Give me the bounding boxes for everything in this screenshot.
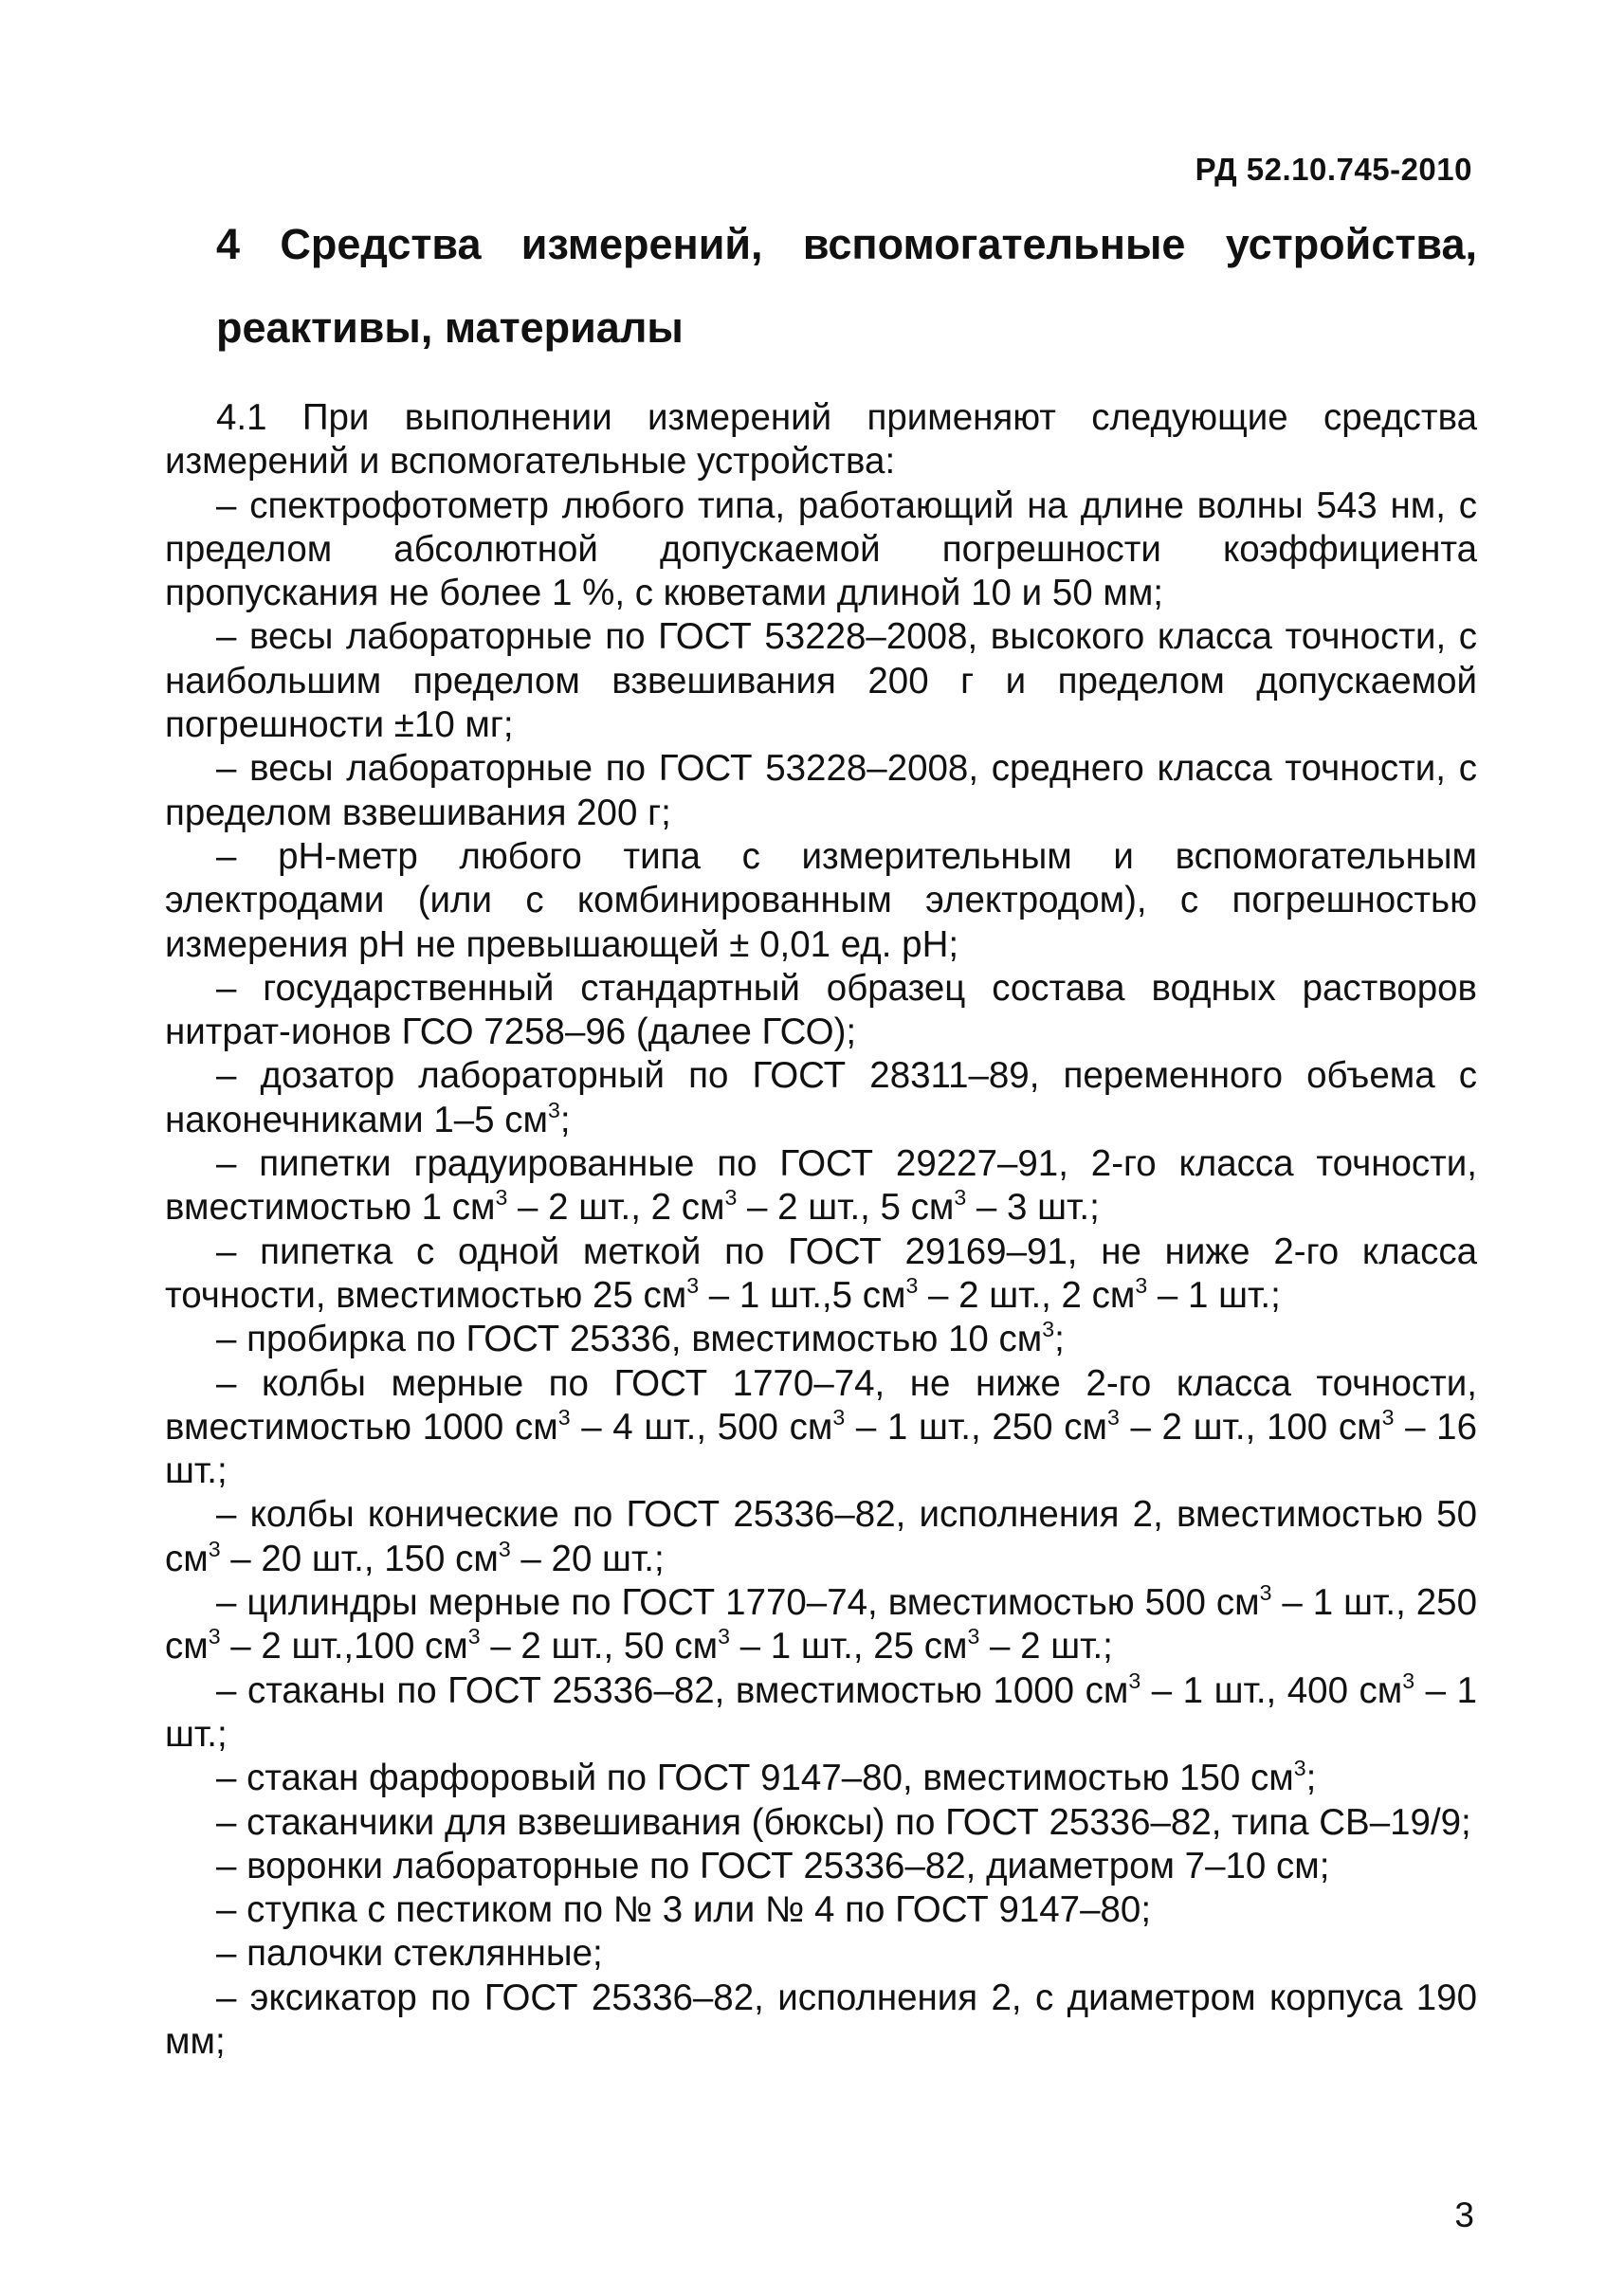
list-item: – весы лабораторные по ГОСТ 53228–2008, высокого класса точности, с наибольшим пределом взвешивания 200 г и пределом допускаемой погрешности ±10 мг; xyxy=(165,616,1477,746)
text-run: – 4 шт., 500 см xyxy=(570,1406,833,1448)
list-item xyxy=(165,1669,1477,1758)
superscript: 3 xyxy=(1293,1756,1306,1781)
list-item xyxy=(165,1757,1477,1800)
text-run: – цилиндры мерные по ГОСТ 1770–74, вместимостью 500 см xyxy=(216,1582,1260,1624)
superscript: 3 xyxy=(905,1272,919,1298)
superscript: 3 xyxy=(208,1536,221,1561)
list-item: – спектрофотометр любого типа, работающий на длине волны 543 нм, с пределом абсолютной допускаемой погрешности коэффициента пропускания не более 1 %, с кюветами длиной 10 и 50 мм; xyxy=(165,484,1477,614)
document-code: РД 52.10.745-2010 xyxy=(1195,152,1472,187)
list-item xyxy=(165,1362,1477,1494)
superscript: 3 xyxy=(1135,1272,1148,1298)
superscript: 3 xyxy=(208,1624,221,1649)
text-run: – 1 шт.; xyxy=(165,1669,1478,1755)
list-item xyxy=(165,1054,1477,1142)
superscript: 3 xyxy=(1402,1667,1415,1693)
text-run: – дозатор лабораторный по ГОСТ 28311–89, переменного объема с наконечниками 1–5 см xyxy=(165,1055,1477,1140)
list-item xyxy=(165,1493,1477,1581)
text-run: – 2 шт., 2 см xyxy=(507,1187,725,1229)
intro-paragraph: 4.1 При выполнении измерений применяют следующие средства измерений и вспомогательные устройства: xyxy=(165,397,1477,483)
list-item: – государственный стандартный образец состава водных растворов нитрат-ионов ГСО 7258–96 (далее ГСО); xyxy=(165,967,1477,1053)
list-item xyxy=(165,1142,1477,1230)
superscript: 3 xyxy=(495,1185,508,1211)
superscript: 3 xyxy=(718,1624,730,1649)
text-run: – пипетка с одной меткой по ГОСТ 29169–91, не ниже 2-го класса точности, вместимостью 25 см xyxy=(165,1230,1477,1316)
superscript: 3 xyxy=(686,1272,700,1298)
superscript: 3 xyxy=(832,1404,846,1430)
text-run: – 3 шт.; xyxy=(966,1187,1100,1229)
body-text xyxy=(165,396,1477,2064)
text-run: – 1 шт.; xyxy=(1147,1274,1281,1316)
text-run: ; xyxy=(1054,1319,1065,1360)
text-run: – стаканы по ГОСТ 25336–82, вместимостью 1000 см xyxy=(216,1669,1129,1711)
text-run: – пипетки градуированные по ГОСТ 29227–91, 2-го класса точности, вместимостью 1 см xyxy=(165,1143,1477,1229)
text-run: – 2 шт., 50 см xyxy=(480,1626,719,1667)
text-run: ; xyxy=(1305,1758,1317,1799)
text-run: – 1 шт.,5 см xyxy=(699,1274,906,1316)
section-title-line-1: 4 Средства измерений, вспомогательные устройства, xyxy=(216,220,1477,268)
text-run: ; xyxy=(559,1099,571,1140)
text-run: – 2 шт., 2 см xyxy=(918,1274,1136,1316)
superscript: 3 xyxy=(467,1624,481,1649)
text-run: – стакан фарфоровый по ГОСТ 9147–80, вместимостью 150 см xyxy=(216,1758,1294,1799)
text-run: – колбы мерные по ГОСТ 1770–74, не ниже 2-го класса точности, вместимостью 1000 см xyxy=(165,1362,1477,1448)
list-item xyxy=(165,1230,1477,1319)
superscript: 3 xyxy=(724,1185,738,1211)
superscript: 3 xyxy=(1381,1404,1395,1430)
text-run: – 16 шт.; xyxy=(165,1406,1477,1492)
text-run: – колбы конические по ГОСТ 25336–82, исполнения 2, вместимостью 50 см xyxy=(165,1494,1477,1579)
superscript: 3 xyxy=(967,1624,980,1649)
list-item: – рН-метр любого типа с измерительным и вспомогательным электродами (или с комбинированным электродом), с погрешностью измерения рН не превышающей ± 0,01 ед. рН; xyxy=(165,835,1477,965)
superscript: 3 xyxy=(557,1404,571,1430)
text-run: – 2 шт., 100 см xyxy=(1119,1406,1382,1448)
text-run: – 2 шт., 5 см xyxy=(737,1187,955,1229)
list-item: – палочки стеклянные; xyxy=(216,1933,603,1975)
superscript: 3 xyxy=(548,1097,560,1122)
text-run: – 20 шт., 150 см xyxy=(220,1538,499,1579)
list-item: – воронки лабораторные по ГОСТ 25336–82, диаметром 7–10 см; xyxy=(216,1845,1330,1886)
text-run: – пробирка по ГОСТ 25336, вместимостью 10 см xyxy=(216,1319,1043,1360)
list-item: – ступка с пестиком по № 3 или № 4 по ГОСТ 9147–80; xyxy=(216,1889,1152,1931)
superscript: 3 xyxy=(954,1185,967,1211)
superscript: 3 xyxy=(1042,1317,1055,1342)
superscript: 3 xyxy=(1259,1580,1272,1606)
list-item xyxy=(165,1318,1477,1361)
superscript: 3 xyxy=(1128,1667,1141,1693)
text-run: – 20 шт.; xyxy=(510,1538,665,1579)
section-title xyxy=(216,203,1477,370)
text-run: – 1 шт., 25 см xyxy=(729,1626,968,1667)
text-run: – 2 шт.; xyxy=(979,1626,1113,1667)
text-run: – 2 шт.,100 см xyxy=(220,1626,468,1667)
list-item: – эксикатор по ГОСТ 25336–82, исполнения 2, с диаметром корпуса 190 мм; xyxy=(165,1977,1477,2062)
text-run: – 1 шт., 250 см xyxy=(845,1406,1107,1448)
superscript: 3 xyxy=(1106,1404,1120,1430)
list-item: – стаканчики для взвешивания (бюксы) по ГОСТ 25336–82, типа СВ–19/9; xyxy=(216,1801,1471,1843)
superscript: 3 xyxy=(498,1536,511,1561)
text-run: – 1 шт., 400 см xyxy=(1140,1669,1403,1711)
page-number: 3 xyxy=(1454,2196,1474,2234)
list-item xyxy=(165,1581,1477,1669)
list-item: – весы лабораторные по ГОСТ 53228–2008, среднего класса точности, с пределом взвешивания 200 г; xyxy=(165,748,1477,833)
text-run: – 1 шт., 250 см xyxy=(165,1582,1477,1667)
section-title-line-2: реактивы, материалы xyxy=(216,303,684,352)
